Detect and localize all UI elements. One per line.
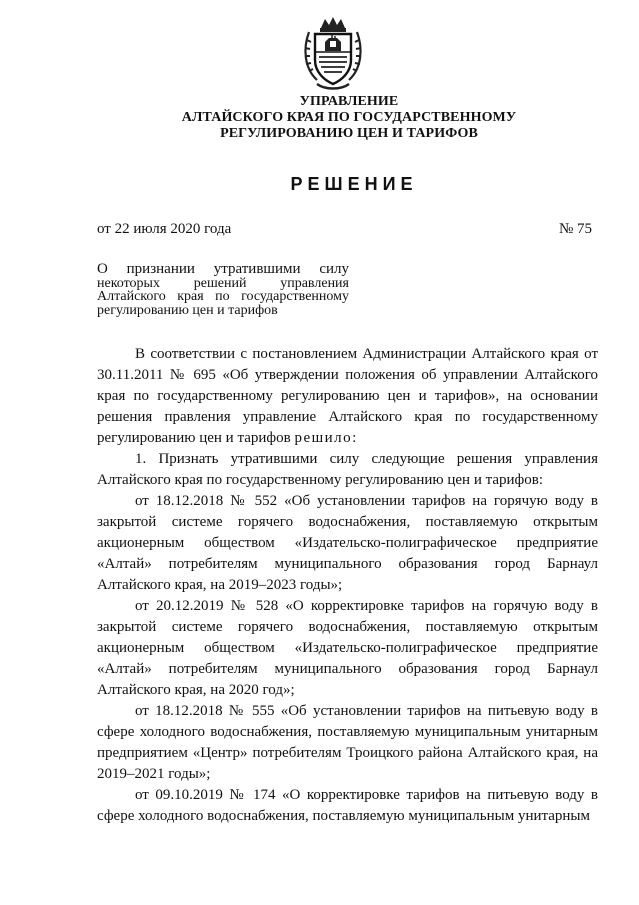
- subject-line-2: некоторых решений управления: [97, 275, 349, 291]
- document-date: от 22 июля 2020 года: [97, 221, 232, 237]
- org-name-line-1: УПРАВЛЕНИЕ: [299, 94, 399, 109]
- org-name-line-2: АЛТАЙСКОГО КРАЯ ПО ГОСУДАРСТВЕННОМУ: [181, 110, 517, 125]
- subject-line-3: Алтайского края по государственному: [97, 289, 349, 305]
- document-subject: [97, 263, 349, 317]
- body-paragraph-decision-174: от 09.10.2019 № 174 «О корректировке тарифов на питьевую воду в сфере холодного водоснабжения, поставляемую муниципальным унитарным: [97, 787, 598, 824]
- body-paragraph-preamble: [97, 344, 598, 449]
- subject-line-1: О признании утратившими силу: [97, 261, 349, 277]
- document-body: [97, 344, 598, 827]
- document-number: № 75: [558, 221, 592, 237]
- body-paragraph-decision-555: от 18.12.2018 № 555 «Об установлении тарифов на питьевую воду в сфере холодного водоснабжения, поставляемую муниципальным унитарным предприятием «Центр» потребителям Троицкого района Алтайского края, на 2019–2021 годы»;: [97, 703, 598, 782]
- org-name-line-3: РЕГУЛИРОВАНИЮ ЦЕН И ТАРИФОВ: [220, 126, 478, 141]
- preamble-text: В соответствии с постановлением Администрации Алтайского края от 30.11.2011 № 695 «Об утверждении положения об управлении Алтайского края по государственному регулированию цен и тарифов», на основании решения правления управление Алтайского края по государственному регулированию цен и тарифов: [97, 346, 598, 446]
- body-paragraph-decision-528: от 20.12.2019 № 528 «О корректировке тарифов на горячую воду в закрытой системе горячего водоснабжения, поставляемую открытым акционерным обществом «Издательско-полиграфическое предприятие «Алтай» потребителям муниципального образования город Барнаул Алтайского края, на 2020 год»;: [97, 598, 598, 698]
- subject-line-4: регулированию цен и тарифов: [97, 302, 278, 318]
- body-paragraph-item-1: 1. Признать утратившими силу следующие решения управления Алтайского края по государственному регулированию цен и тарифов:: [97, 451, 598, 488]
- decision-keyword: решило:: [294, 430, 358, 446]
- coat-of-arms-emblem: [299, 14, 367, 94]
- body-paragraph-decision-552: от 18.12.2018 № 552 «Об установлении тарифов на горячую воду в закрытой системе горячего водоснабжения, поставляемую открытым акционерным обществом «Издательско-полиграфическое предприятие «Алтай» потребителям муниципального образования город Барнаул Алтайского края, на 2019–2023 годы»;: [97, 493, 598, 593]
- document-type-title: РЕШЕНИЕ: [290, 174, 418, 194]
